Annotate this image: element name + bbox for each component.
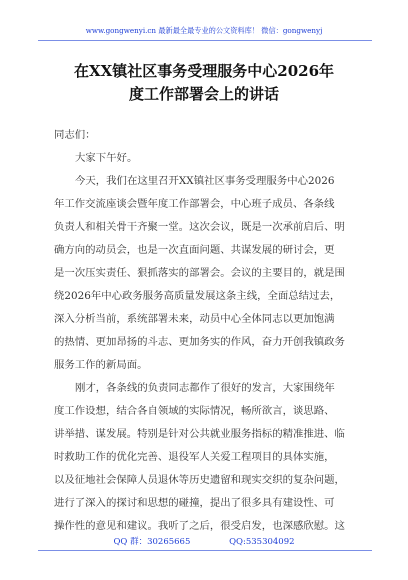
- title-line-2: 度工作部署会上的讲话: [128, 85, 279, 103]
- paragraph-1-line: 年工作交流座谈会暨年度工作部署会，中心班子成员、各条线: [54, 198, 335, 210]
- paragraph-1-line: 的热情、更加昂扬的斗志、更加务实的作风，奋力开创我镇政务: [54, 336, 345, 348]
- paragraph-1-line: 今天，我们在这里召开XX镇社区事务受理服务中心2026: [75, 175, 335, 187]
- document-title: [40, 60, 368, 106]
- title-line-1: 在XX镇社区事务受理服务中心2026年: [73, 62, 335, 80]
- paragraph-2-line: 进行了深入的探讨和思想的碰撞，提出了很多具有建设性、可: [54, 497, 335, 509]
- document-body: [54, 124, 364, 538]
- paragraph-1-line: 深入分析当前，系统部署未来，动员中心全体同志以更加饱满: [54, 313, 335, 325]
- footer-qq: QQ:535304092: [229, 537, 295, 547]
- page-header: [0, 26, 408, 36]
- page-footer: [0, 535, 408, 547]
- paragraph-2-line: 讲举措、谋发展。特别是针对公共就业服务指标的精准推进、临: [54, 428, 345, 440]
- paragraph-1-line: 服务工作的新局面。: [54, 359, 148, 371]
- paragraph-1-line: 确方向的动员会，也是一次直面问题、共谋发展的研讨会，更: [54, 244, 335, 256]
- header-text: www.gongwenyi.cn 最新最全最专业的公文资料库！ 微信：gongwenyj: [85, 26, 323, 35]
- paragraph-1-line: 绕2026年中心政务服务高质量发展这条主线，全面总结过去，: [54, 290, 341, 302]
- footer-divider: [38, 550, 372, 551]
- paragraph-1-line: 负责人和相关骨干齐聚一堂。这次会议，既是一次承前启后、明: [54, 221, 345, 233]
- header-divider: [38, 40, 372, 41]
- paragraph-1-line: 是一次压实责任、狠抓落实的部署会。会议的主要目的，就是围: [54, 267, 345, 279]
- paragraph-2-line: 度工作设想，结合各自领域的实际情况，畅所欲言，谈思路、: [54, 405, 335, 417]
- footer-qq-group: QQ 群：30265665: [113, 537, 191, 547]
- paragraph-2-line: 时救助工作的优化完善、退役军人关爱工程项目的具体实施，: [54, 451, 335, 463]
- paragraph-2-line: 刚才，各条线的负责同志都作了很好的发言，大家围绕年: [75, 382, 335, 394]
- salutation: 同志们：: [54, 129, 96, 141]
- greeting: 大家下午好。: [75, 152, 138, 164]
- paragraph-2-line: 以及征地社会保障人员退休等历史遗留和现实交织的复杂问题，: [54, 474, 345, 486]
- paragraph-2-line: 操作性的意见和建议。我听了之后，很受启发，也深感欣慰。这: [54, 520, 345, 532]
